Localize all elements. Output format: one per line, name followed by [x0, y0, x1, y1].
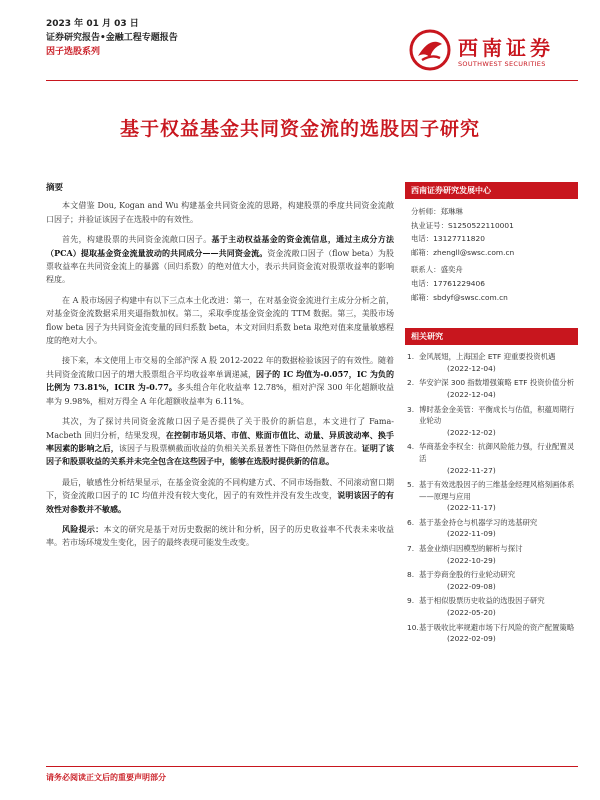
- related-num: 3.: [407, 404, 415, 414]
- report-type: 证券研究报告•金融工程专题报告: [46, 33, 178, 43]
- abstract-heading: 摘要: [46, 183, 64, 193]
- company-logo: [408, 28, 578, 72]
- related-item[interactable]: [405, 441, 578, 476]
- related-item[interactable]: [405, 351, 578, 374]
- logo-name-en: SOUTHWEST SECURITIES: [458, 60, 546, 68]
- p6-text-a: 最后，敏感性分析结果显示，在基金资金流的不同构建方式、不同市场指数、不同滚动窗口期下，资金流敞口因子的 IC 均值并没有较大变化，因子的有效性并没有发生改变，: [46, 477, 394, 501]
- related-item[interactable]: [405, 404, 578, 439]
- abstract-paragraph-2: [46, 233, 394, 287]
- header-divider: [46, 80, 578, 81]
- report-date: 2023 年 01 月 03 日: [46, 19, 139, 29]
- related-text: 基于有效选股因子的三维基金经理风格刻画体系——原理与应用: [419, 480, 575, 501]
- abstract-section: [46, 182, 394, 557]
- related-text: 金风展翅，上海国企 ETF 迎重要投资机遇: [419, 352, 556, 362]
- related-num: 2.: [407, 378, 415, 388]
- logo-name-cn: 西南证券: [458, 36, 554, 60]
- related-num: 5.: [407, 480, 415, 490]
- abstract-paragraph-5: [46, 415, 394, 469]
- related-list: [405, 345, 578, 645]
- related-text: 基于基金持仓与机器学习的选基研究: [419, 517, 538, 527]
- related-num: 4.: [407, 442, 415, 452]
- p2-text-a: 首先，构建股票的共同资金流敞口因子。: [62, 235, 212, 245]
- footer-disclaimer[interactable]: 请务必阅读正文后的重要声明部分: [46, 773, 166, 782]
- related-item[interactable]: [405, 479, 578, 514]
- risk-text: 本文的研究是基于对历史数据的统计和分析，因子的历史收益率不代表未来收益率。若市场环境发生变化，因子的最终表现可能发生改变。: [46, 524, 395, 548]
- risk-warning: [46, 523, 394, 550]
- sidebar: [405, 182, 578, 648]
- p4-text-c: 多头组合年化收益率 12.78%，相对沪深 300 年化超额收益率为 9.98%，相对万得全 A 年化超额收益率为 6.11%。: [46, 383, 394, 406]
- related-text: 博时基金金美管：平衡成长与估值，积蕴周期行业轮动: [419, 404, 575, 426]
- abstract-paragraph-4: [46, 354, 394, 408]
- related-date: (2022-11-27): [447, 465, 496, 475]
- related-text: 基金业绩归因模型的解析与探讨: [419, 544, 523, 554]
- related-date: (2022-10-29): [447, 555, 496, 565]
- related-text: 基于吸收比率规避市场下行风险的资产配置策略: [419, 622, 575, 632]
- page-title: 基于权益基金共同资金流的选股因子研究: [119, 118, 480, 140]
- related-date: (2022-12-02): [447, 427, 496, 437]
- analyst-email[interactable]: 邮箱：zhengll@swsc.com.cn: [411, 247, 515, 257]
- logo-mark-icon: [408, 28, 452, 72]
- related-date: (2022-05-20): [447, 608, 496, 618]
- p4-text-a: 接下来，本文使用上市交易的全部沪深 A 股 2012-2022 年的数据检验该因子的有效性。随着共同资金流敞口因子的增大股票组合平均收益率单调递减，: [46, 356, 394, 379]
- contact-email[interactable]: 邮箱：sbdyf@swsc.com.cn: [411, 292, 508, 302]
- team-heading: 西南证券研究发展中心: [405, 182, 578, 199]
- header-meta: [46, 18, 178, 60]
- related-text: 基于相似股票历史收益的选股因子研究: [419, 596, 545, 606]
- analyst-cert: 执业证号：S1250522110001: [411, 220, 514, 230]
- related-item[interactable]: [405, 517, 578, 540]
- abstract-paragraph-6: [46, 476, 394, 516]
- analyst-phone: 电话：13127711820: [411, 234, 485, 244]
- related-num: 6.: [407, 517, 415, 527]
- related-text: 华商基金李权全：抗御风险能力强，行业配置灵活: [419, 442, 575, 463]
- p5-text-c: 该因子与股票横截面收益的负相关关系显著性下降但仍然显著存在。: [118, 443, 362, 453]
- related-heading: 相关研究: [405, 328, 578, 345]
- p2-bold: 基于主动权益基金的资金流信息，通过主成分方法（PCA）提取基金资金流量波动的共同成分——共同资金流。: [46, 234, 395, 258]
- p5-bold-d: 证明了该因子和股票收益的关系并未完全包含在这些因子中，能够在选股时提供新的信息。: [46, 442, 395, 467]
- related-num: 9.: [407, 596, 415, 606]
- analyst-info: [405, 199, 578, 304]
- related-num: 8.: [407, 570, 415, 580]
- related-num: 7.: [407, 544, 415, 554]
- related-num: 1.: [407, 352, 415, 362]
- report-series: 因子选股系列: [46, 47, 101, 57]
- related-date: (2022-11-17): [447, 503, 496, 513]
- related-item[interactable]: [405, 595, 578, 618]
- risk-label: 风险提示：: [62, 523, 104, 534]
- related-date: (2022-11-09): [447, 529, 496, 539]
- related-item[interactable]: [405, 543, 578, 566]
- related-item[interactable]: [405, 569, 578, 592]
- related-item[interactable]: [405, 377, 578, 400]
- related-text: 基于券商金股的行业轮动研究: [419, 570, 516, 580]
- contact-name: 联系人：盛奕舟: [411, 265, 463, 275]
- related-text: 华安沪深 300 指数增强策略 ETF 投资价值分析: [419, 378, 575, 388]
- p6-bold: 说明该因子的有效性对参数并不敏感。: [46, 490, 394, 514]
- related-date: (2022-02-09): [447, 634, 496, 644]
- abstract-paragraph-1: 本文借鉴 Dou, Kogan and Wu 构建基金共同资金流的思路，构建股票的季度共同资金流敞口因子；并验证该因子在选股中的有效性。: [46, 201, 394, 224]
- analyst-name: 分析师：郑琳琳: [411, 207, 463, 216]
- p5-bold-b: 在控制市场贝塔、市值、账面市值比、动量、异质波动率、换手率因素的影响之后，: [46, 429, 394, 453]
- related-date: (2022-09-08): [447, 581, 496, 591]
- p2-text-c: 资金流敞口因子（flow beta）为股票收益率在共同资金流上的暴露（回归系数）的绝对值大小，表示共同资金流对股票收益率的影响程度。: [46, 248, 394, 285]
- p4-bold: 因子的 IC 均值为-0.057，IC 为负的比例为 73.81%，ICIR 为-0.77。: [46, 368, 394, 393]
- footer-divider: [46, 766, 578, 767]
- related-date: (2022-12-04): [447, 389, 496, 399]
- related-date: (2022-12-04): [447, 363, 496, 373]
- related-num: 10.: [407, 622, 419, 632]
- abstract-paragraph-3: 在 A 股市场因子构建中有以下三点本土化改进：第一，在对基金资金流进行主成分分析之前，对基金资金流数据采用夹逼指数加权。第二，采取季度基金资金流的 TTM 数据。第三，美股市场 flow beta 因子为共同资金流变量的回归系数 beta，本文对回归系数 beta 取绝对值来度量敏感程度的绝对大小。: [46, 295, 394, 346]
- p5-text-a: 其次，为了探讨共同资金流敞口因子是否提供了关于股价的新信息，本文进行了 Fama-Macbeth 回归分析，结果发现，: [46, 417, 394, 440]
- related-item[interactable]: [405, 622, 578, 645]
- contact-phone: 电话：17761229406: [411, 278, 485, 288]
